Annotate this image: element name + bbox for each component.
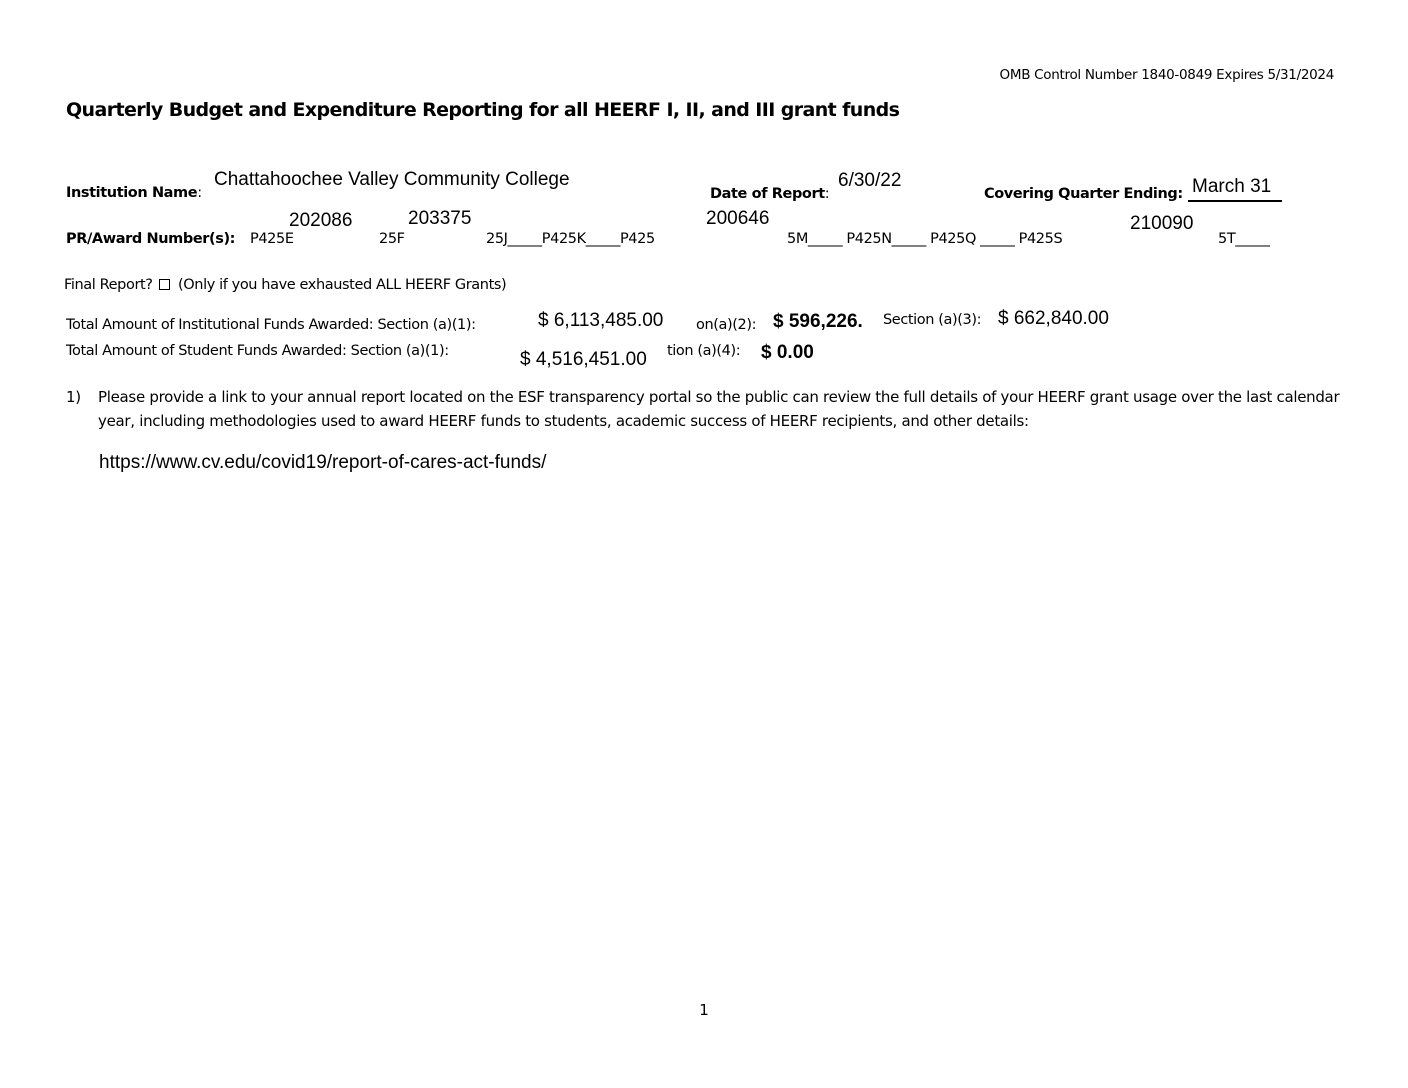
institutional-a3-value[interactable]: $ 662,840.00 [998, 308, 1109, 329]
award-number-label: PR/Award Number(s): [66, 231, 236, 247]
institution-name-value[interactable]: Chattahoochee Valley Community College [214, 169, 570, 190]
institution-name-label: Institution Name: [66, 185, 202, 201]
student-a1-value[interactable]: $ 4,516,451.00 [520, 349, 647, 370]
omb-control-number: OMB Control Number 1840-0849 Expires 5/31/2024 [999, 67, 1334, 83]
final-report-row [64, 277, 506, 293]
quarter-ending-underline [1188, 200, 1282, 202]
quarter-ending-label: Covering Quarter Ending: [984, 186, 1183, 202]
award-value-4[interactable]: 210090 [1130, 213, 1194, 234]
question-1-number: 1) [66, 388, 81, 406]
question-1-text: Please provide a link to your annual report located on the ESF transparency portal so the public can review the full details of your HEERF grant usage over the last calendar year, including methodologies used to award HEERF funds to students, academic success of HEERF recipients, and other details: [98, 388, 1340, 430]
quarter-ending-value[interactable]: March 31 [1192, 176, 1272, 197]
final-report-note: (Only if you have exhausted ALL HEERF Grants) [178, 277, 507, 293]
award-value-3[interactable]: 200646 [706, 208, 770, 229]
award-segment-25f: 25F [379, 231, 405, 247]
final-report-checkbox[interactable] [159, 279, 170, 290]
institutional-a1-value[interactable]: $ 6,113,485.00 [538, 310, 664, 331]
award-segment-5t: 5T_____ [1218, 231, 1270, 247]
award-value-2[interactable]: 203375 [408, 208, 472, 229]
institutional-a3-label: Section (a)(3): [883, 312, 982, 328]
student-a4-label: tion (a)(4): [667, 343, 741, 359]
question-1 [66, 385, 1346, 433]
date-of-report-value[interactable]: 6/30/22 [838, 170, 902, 191]
student-a4-value[interactable]: $ 0.00 [761, 342, 814, 363]
page-title: Quarterly Budget and Expenditure Reporting for all HEERF I, II, and III grant funds [66, 99, 900, 121]
award-segment-p425e: P425E [250, 231, 294, 247]
final-report-label: Final Report? [64, 277, 153, 293]
award-segment-5m-p425s: 5M_____ P425N_____ P425Q _____ P425S [787, 231, 1063, 247]
date-of-report-label: Date of Report: [710, 186, 830, 202]
annual-report-link[interactable]: https://www.cv.edu/covid19/report-of-cares-act-funds/ [99, 452, 547, 473]
page-number: 1 [699, 1001, 709, 1019]
institutional-funds-label: Total Amount of Institutional Funds Awarded: Section (a)(1): [66, 317, 476, 333]
institutional-a2-label: on(a)(2): [696, 317, 757, 333]
student-funds-label: Total Amount of Student Funds Awarded: Section (a)(1): [66, 343, 449, 359]
award-segment-25j-p425k: 25J_____P425K_____P425 [486, 231, 655, 247]
award-value-1[interactable]: 202086 [289, 210, 353, 231]
institutional-a2-value[interactable]: $ 596,226. [773, 311, 863, 332]
